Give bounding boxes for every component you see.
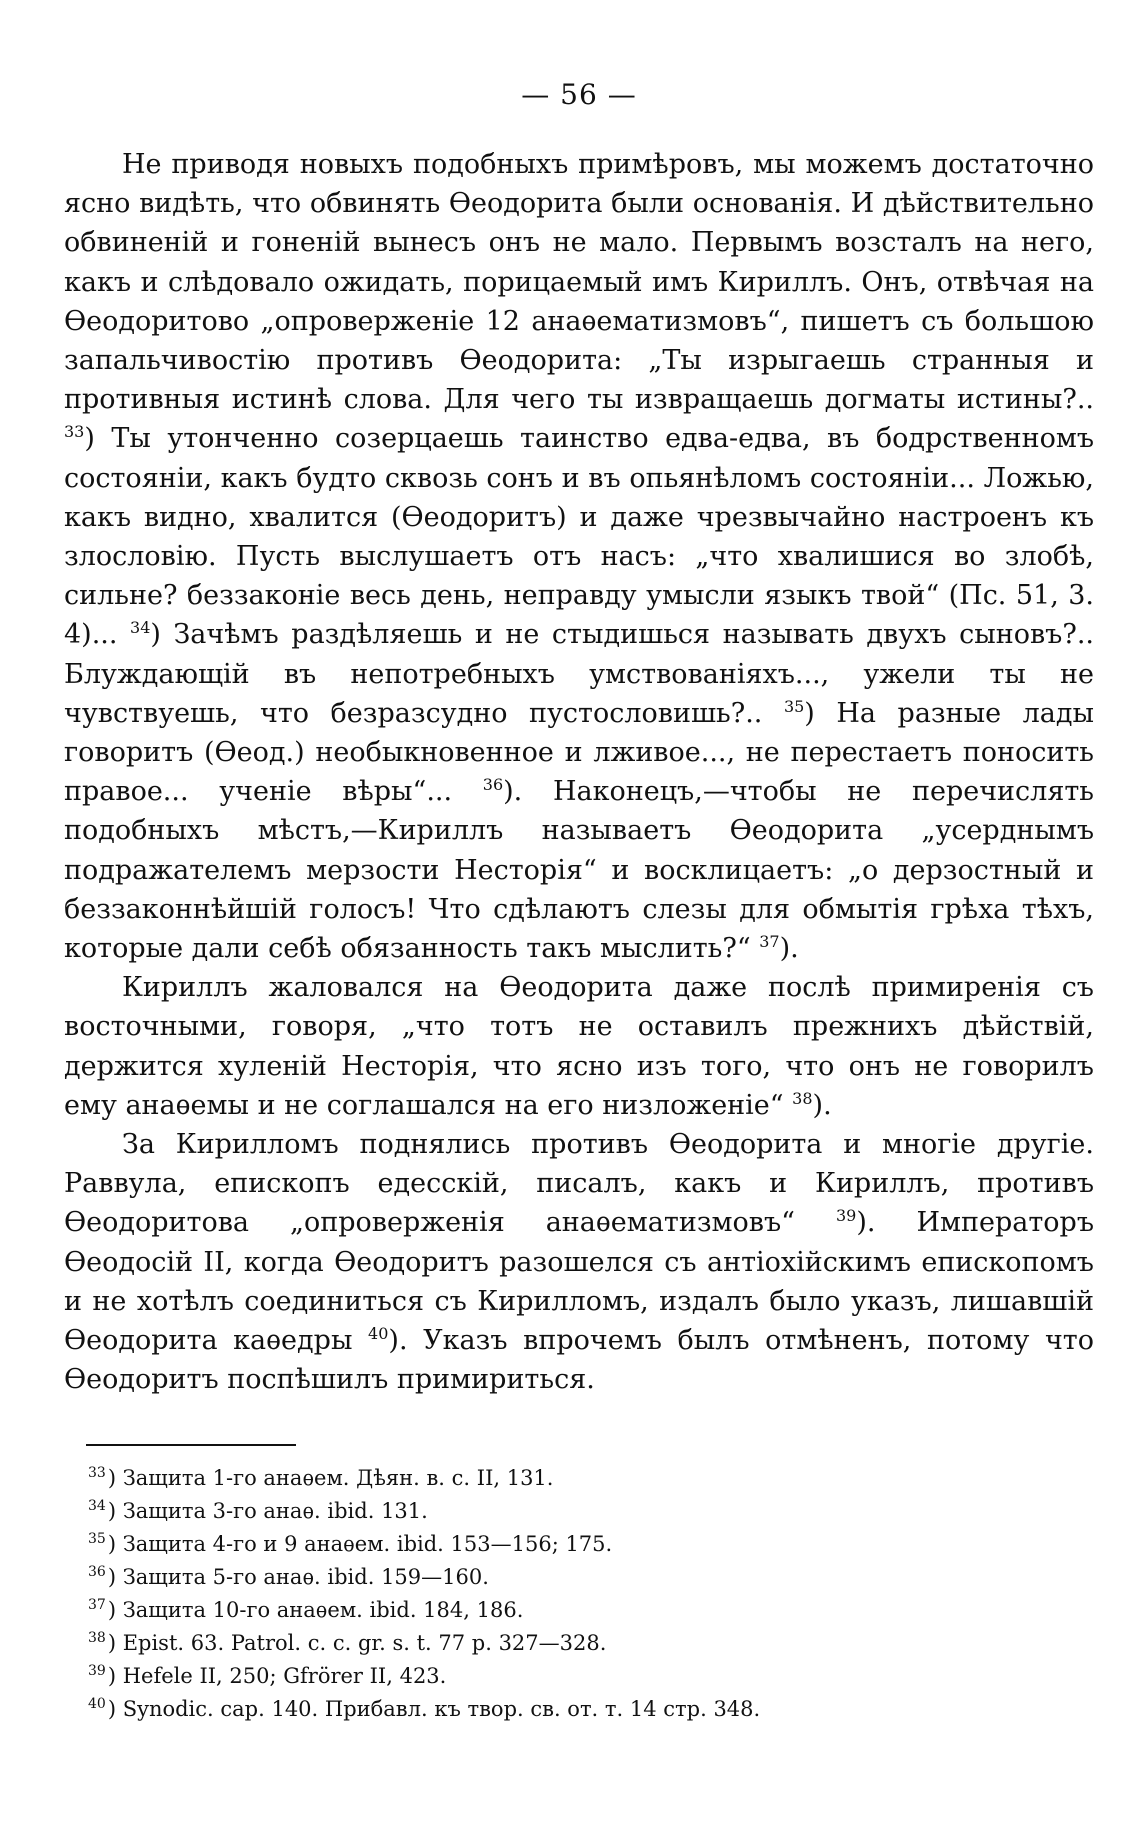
footnotes bbox=[64, 1462, 1094, 1726]
footnote-39 bbox=[88, 1660, 1094, 1693]
footnote-ref-38[interactable]: 38 bbox=[792, 1088, 813, 1108]
footnote-text: ) Защита 4-го и 9 анаѳем. ibid. 153—156; 175. bbox=[107, 1531, 613, 1556]
text-run: ) Ты утонченно созерцаешь таинство едва-едва, въ бодрственномъ состояніи, какъ будто сквозь сонъ и въ опьянѣломъ состояніи... Ложью, какъ видно, хвалится (Ѳеодоритъ) и даже чрезвычайно настроенъ къ злословію. Пусть выслушаетъ отъ насъ: „что хвалишися во злобѣ, сильне? беззаконіе весь день, неправду умысли языкъ твой“ (Пс. 51, 3. 4)... bbox=[64, 423, 1094, 651]
footnote-number: 33 bbox=[88, 1464, 106, 1481]
footnote-40 bbox=[88, 1693, 1094, 1726]
footnote-ref-40[interactable]: 40 bbox=[368, 1324, 389, 1344]
footnote-number: 36 bbox=[88, 1563, 106, 1580]
footnote-ref-35[interactable]: 35 bbox=[783, 696, 805, 716]
footnote-number: 34 bbox=[88, 1497, 106, 1514]
body-text bbox=[64, 145, 1094, 1400]
footnote-ref-33[interactable]: 33 bbox=[64, 422, 85, 442]
document-page bbox=[64, 78, 1094, 1726]
text-run: ). bbox=[812, 1089, 832, 1121]
footnote-text: ) Защита 10-го анаѳем. ibid. 184, 186. bbox=[107, 1597, 524, 1622]
footnote-35 bbox=[88, 1528, 1094, 1561]
text-run: Кириллъ жаловался на Ѳеодорита даже послѣ примиренія съ восточными, говоря, „что тотъ не оставилъ прежнихъ дѣйствій, держится хуленій Несторія, что ясно изъ того, что онъ не говорилъ ему анаѳемы и не соглашался на его низложеніе“ bbox=[64, 972, 1094, 1121]
footnote-text: ) Synodic. cap. 140. Прибавл. къ твор. св. от. т. 14 стр. 348. bbox=[107, 1696, 761, 1721]
footnote-text: ) Защита 3-го анаѳ. ibid. 131. bbox=[107, 1498, 428, 1523]
text-run: ). Указъ впрочемъ былъ отмѣненъ, потому что Ѳеодоритъ поспѣшилъ примириться. bbox=[64, 1325, 1094, 1396]
footnote-text: ) Защита 1-го анаѳем. Дѣян. в. с. II, 131. bbox=[107, 1465, 554, 1490]
footnote-ref-39[interactable]: 39 bbox=[835, 1206, 857, 1226]
page-number: — 56 — bbox=[521, 78, 637, 111]
text-run: Не приводя новыхъ подобныхъ примѣровъ, мы можемъ достаточно ясно видѣть, что обвинять Ѳеодорита были основанія. И дѣйствительно обвиненій и гоненій вынесъ онъ не мало. Первымъ возсталъ на него, какъ и слѣдовало ожидать, порицаемый имъ Кириллъ. Онъ, отвѣчая на Ѳеодоритово „опроверженіе 12 анаѳематизмовъ“, пишетъ съ большою запальчивостію противъ Ѳеодорита: „Ты изрыгаешь странныя и противныя истинѣ слова. Для чего ты извращаешь догматы истины?.. bbox=[64, 149, 1094, 416]
footnote-divider bbox=[86, 1444, 296, 1446]
text-run: За Кирилломъ поднялись противъ Ѳеодорита и многіе другіе. Раввула, епископъ едесскій, писалъ, какъ и Кириллъ, противъ Ѳеодоритова „опроверженія анаѳематизмовъ“ bbox=[64, 1129, 1094, 1239]
footnote-ref-37[interactable]: 37 bbox=[759, 932, 780, 952]
footnote-38 bbox=[88, 1627, 1094, 1660]
text-run: ). Наконецъ,—чтобы не перечислять подобныхъ мѣстъ,—Кириллъ называетъ Ѳеодорита „усерднымъ подражателемъ мерзости Несторія“ и восклицаетъ: „о дерзостный и беззаконнѣйшій голосъ! Что сдѣлаютъ слезы для обмытія грѣха тѣхъ, которые дали себѣ обязанность такъ мыслить?“ bbox=[64, 776, 1094, 965]
footnote-ref-36[interactable]: 36 bbox=[482, 775, 504, 795]
text-run: ) Зачѣмъ раздѣляешь и не стыдишься называть двухъ сыновъ?.. Блуждающій въ непотребныхъ умствованіяхъ..., ужели ты не чувствуешь, что безразсудно пустословишь?.. bbox=[64, 619, 1094, 729]
footnote-number: 38 bbox=[88, 1629, 106, 1646]
footnote-number: 35 bbox=[88, 1530, 106, 1547]
footnote-text: ) Hefele II, 250; Gfrörer II, 423. bbox=[107, 1663, 447, 1688]
footnote-text: ) Защита 5-го анаѳ. ibid. 159—160. bbox=[107, 1564, 489, 1589]
paragraph-3 bbox=[64, 1125, 1094, 1399]
footnote-ref-34[interactable]: 34 bbox=[130, 618, 151, 638]
footnote-number: 40 bbox=[88, 1695, 106, 1712]
footnote-number: 39 bbox=[88, 1662, 106, 1679]
paragraph-2 bbox=[64, 968, 1094, 1125]
paragraph-1 bbox=[64, 145, 1094, 968]
footnote-33 bbox=[88, 1462, 1094, 1495]
text-run: ) На разные лады говоритъ (Ѳеод.) необыкновенное и лживое..., не перестаетъ поносить правое... ученіе вѣры“... bbox=[64, 697, 1095, 808]
footnote-37 bbox=[88, 1594, 1094, 1627]
footnote-number: 37 bbox=[88, 1596, 106, 1613]
text-run: ). bbox=[779, 933, 799, 965]
footnote-36 bbox=[88, 1561, 1094, 1594]
text-run: ). Императоръ Ѳеодосій II, когда Ѳеодоритъ разошелся съ антіохійскимъ епископомъ и не хотѣлъ соединиться съ Кирилломъ, издалъ было указъ, лишавшій Ѳеодорита каѳедры bbox=[64, 1207, 1095, 1357]
footnote-text: ) Epist. 63. Patrol. c. c. gr. s. t. 77 p. 327—328. bbox=[107, 1630, 607, 1655]
footnote-34 bbox=[88, 1495, 1094, 1528]
